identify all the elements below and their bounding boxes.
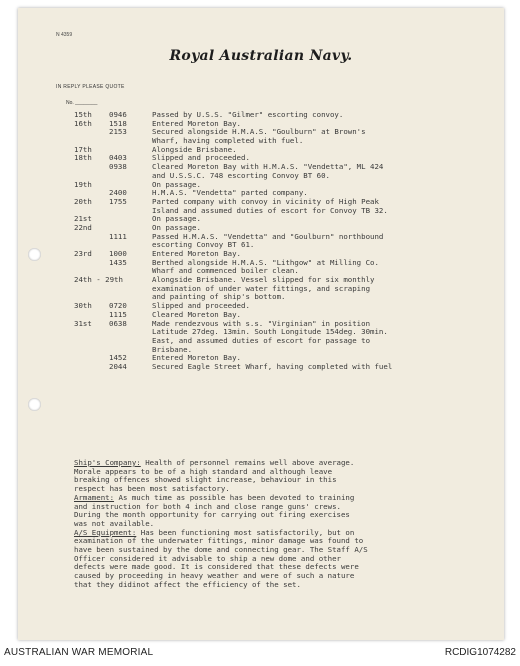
log-time: 1435 (109, 257, 127, 267)
log-text: Entered Moreton Bay. (152, 118, 241, 128)
log-date: 23rd (74, 249, 92, 258)
footer-source: AUSTRALIAN WAR MEMORIAL (4, 647, 154, 658)
log-time: 1755 (109, 196, 127, 206)
log-time: 0720 (109, 301, 127, 311)
footer-record-id: RCDIG1074282 (444, 647, 516, 658)
log-text: Latitude 27deg. 13min. South Longitude 154deg. 30min. (152, 327, 388, 337)
report-paragraph (74, 529, 478, 590)
log-date: 21st (74, 214, 92, 224)
log-text: Entered Moreton Bay. (152, 353, 241, 363)
paragraph-line: caused by proceeding in heavy weather and were of such a nature (74, 571, 355, 581)
paragraph-line: Has been functioning most satisfactorily, but on (140, 527, 355, 537)
log-time: 1115 (109, 309, 127, 319)
log-text: On passage. (152, 214, 201, 224)
reply-note: IN REPLY PLEASE QUOTE (56, 84, 125, 90)
paragraph-line: Officer considered it advisable to ship a new dome and other (74, 553, 341, 563)
log-text: Wharf and commenced boiler clean. (152, 266, 299, 276)
log-text: and painting of ship's bottom. (152, 292, 286, 302)
log-time: 2400 (109, 188, 127, 198)
log-time: 0946 (109, 110, 127, 119)
log-text: Made rendezvous with s.s. "Virginian" in position (152, 318, 371, 328)
log-time: 1000 (109, 249, 127, 258)
paragraph-line: During the month opportunity for carrying out firing exercises (74, 510, 350, 520)
archive-footer (0, 645, 520, 666)
form-code: N 4359 (56, 32, 73, 38)
log-date: 24th - 29th (74, 275, 123, 285)
log-time: 1518 (109, 118, 127, 128)
log-text: Island and assumed duties of escort for Convoy TB 32. (152, 205, 388, 215)
report-paragraph (74, 459, 478, 494)
paragraph-line: defects were made good. It is considered that these defects were (74, 562, 359, 572)
paragraph-line: have been sustained by the dome and connecting gear. The Staff A/S (74, 545, 368, 555)
paragraph-line: breaking offences showed slight increase, behaviour in this (74, 475, 337, 485)
log-date: 18th (74, 153, 92, 163)
log-text: Secured Eagle Street Wharf, having completed with fuel (152, 361, 393, 371)
paragraph-line: that they didinot affect the efficiency of the set. (74, 579, 301, 589)
log-text: escorting Convoy BT 61. (152, 240, 255, 250)
log-time: 2153 (109, 127, 127, 137)
paragraph-line: and instruction for both 4 inch and close range guns' crews. (74, 501, 341, 511)
log-date: 20th (74, 196, 92, 206)
log-time: 2044 (109, 361, 127, 371)
log-time: 0638 (109, 318, 127, 328)
log-time: 0403 (109, 153, 127, 163)
log-text: Slipped and proceeded. (152, 153, 250, 163)
punch-hole (28, 398, 41, 411)
log-time: 1452 (109, 353, 127, 363)
log-text: On passage. (152, 222, 201, 232)
log-date: 16th (74, 118, 92, 128)
log-text: Entered Moreton Bay. (152, 249, 241, 258)
log-date: 22nd (74, 222, 92, 232)
log-text: Secured alongside H.M.A.S. "Goulburn" at Brown's (152, 127, 366, 137)
log-time: 0938 (109, 162, 127, 172)
log-text: Wharf, having completed with fuel. (152, 136, 304, 146)
paragraph-heading: Ship's Company: (74, 458, 141, 467)
log-text: East, and assumed duties of escort for passage to (152, 335, 371, 345)
log-text: Passed H.M.A.S. "Vendetta" and "Goulburn" northbound (152, 231, 384, 241)
reference-number: No. ________ (66, 100, 98, 106)
log-date: 15th (74, 110, 92, 119)
log-date: 30th (74, 301, 92, 311)
report-paragraphs (74, 459, 478, 590)
paragraph-heading: Armament: (74, 492, 115, 502)
log-text: examination of under water fittings, and scraping (152, 283, 371, 293)
report-paragraph (74, 494, 478, 529)
log-date: 31st (74, 318, 92, 328)
punch-hole (28, 248, 41, 261)
log-time: 1111 (109, 231, 127, 241)
log-text: Alongside Brisbane. Vessel slipped for six monthly (152, 275, 375, 285)
paragraph-line: Morale appears to be of a high standard and although leave (74, 466, 333, 476)
log-text: Brisbane. (152, 344, 193, 354)
paragraph-line: was not available. (74, 518, 155, 528)
log-text: H.M.A.S. "Vendetta" parted company. (152, 188, 308, 198)
document-page (18, 8, 504, 640)
log-text: Parted company with convoy in vicinity of High Peak (152, 196, 379, 206)
paragraph-line: examination of the underwater fittings, minor damage was found to (74, 536, 364, 546)
paragraph-line: respect has been most satisfactory. (74, 484, 230, 494)
paragraph-line: Health of personnel remains well above average. (145, 458, 355, 467)
log-text: Cleared Moreton Bay with H.M.A.S. "Vendetta", ML 424 (152, 162, 384, 172)
log-text: and U.S.S.C. 748 escorting Convoy BT 60. (152, 170, 330, 180)
log-text: Cleared Moreton Bay. (152, 309, 241, 319)
log-text: Berthed alongside H.M.A.S. "Lithgow" at Milling Co. (152, 257, 379, 267)
paragraph-line: As much time as possible has been devoted to training (118, 492, 355, 502)
log-text: Passed by U.S.S. "Gilmer" escorting convoy. (152, 110, 344, 119)
log-text: Slipped and proceeded. (152, 301, 250, 311)
log-date: 19th (74, 179, 92, 189)
log-date: 17th (74, 144, 92, 154)
log-text: On passage. (152, 179, 201, 189)
letterhead: Royal Australian Navy. (169, 48, 353, 64)
log-text: Alongside Brisbane. (152, 144, 237, 154)
paragraph-heading: A/S Equipment: (74, 527, 137, 537)
